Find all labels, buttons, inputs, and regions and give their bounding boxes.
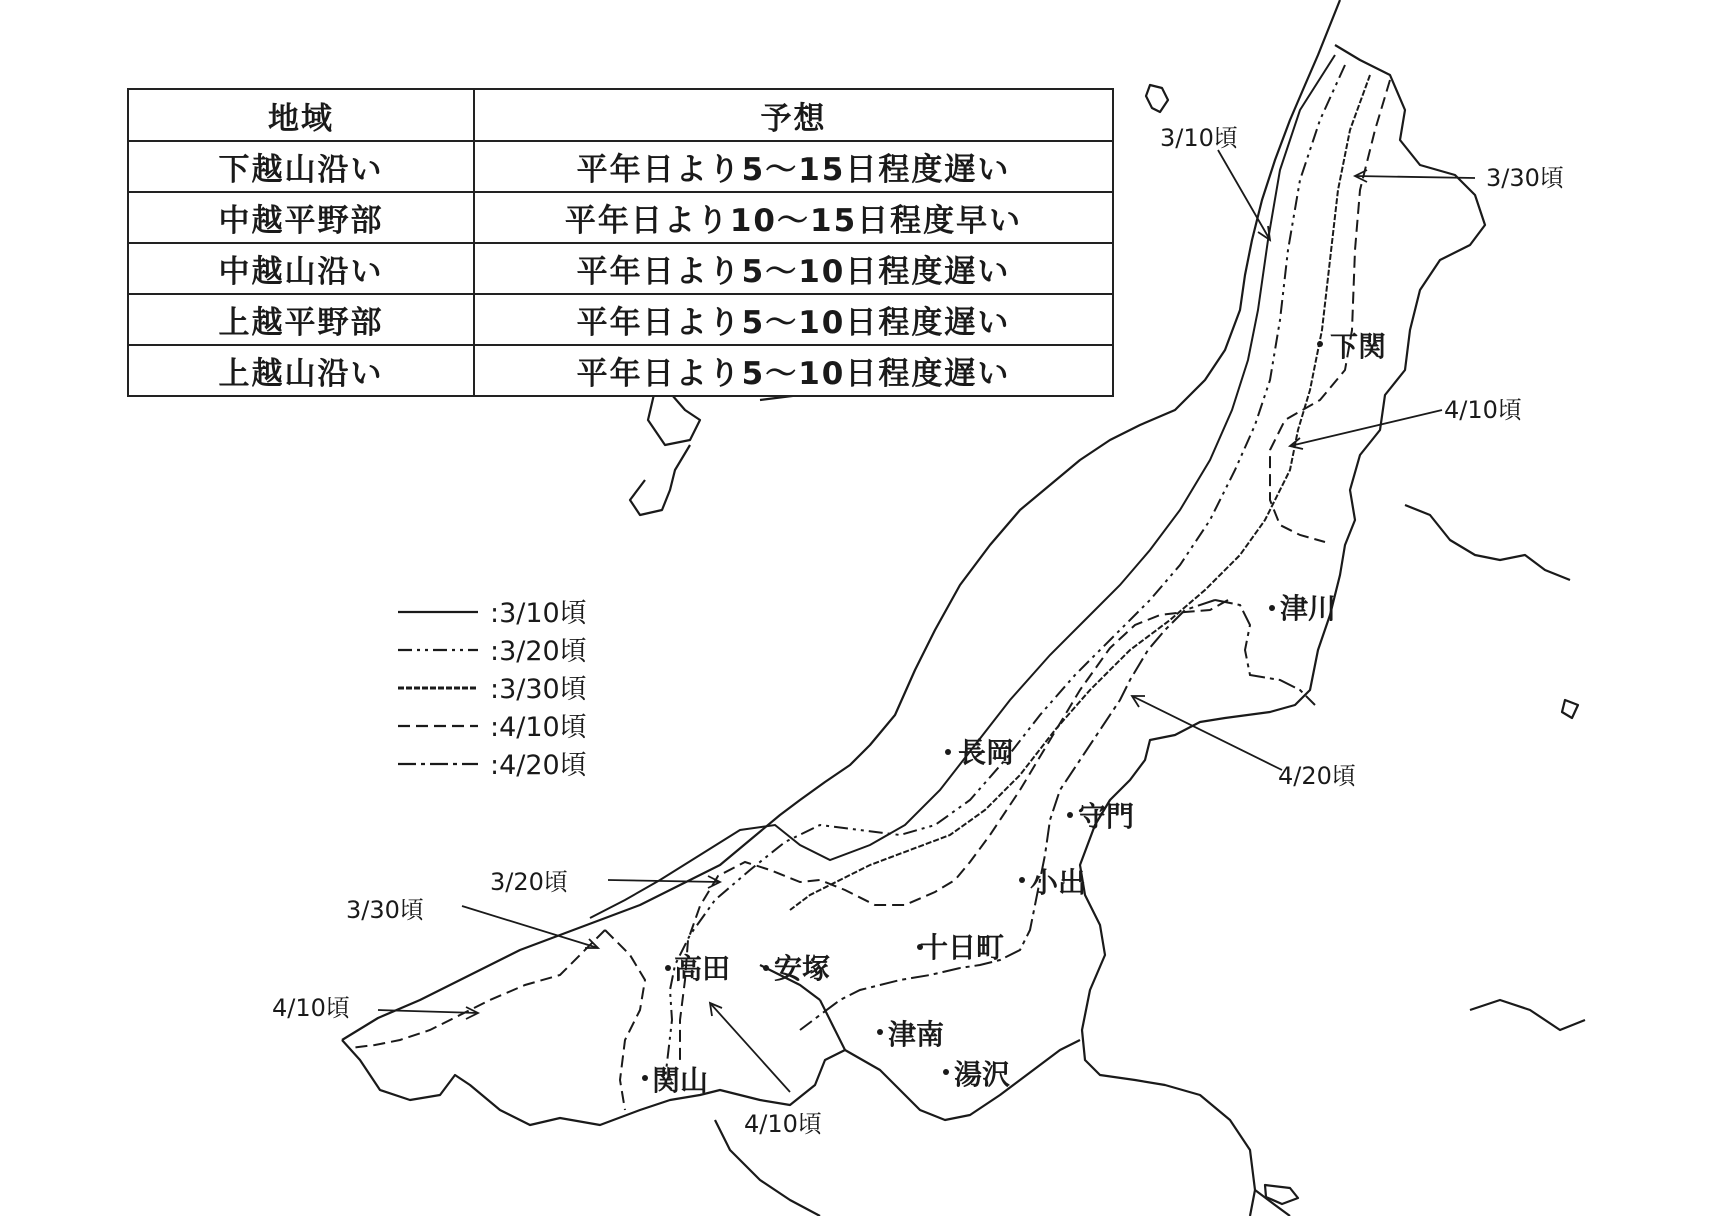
place-dot — [877, 1029, 883, 1035]
table-row — [128, 294, 1113, 345]
annotation-label: 3/30頃 — [1486, 164, 1564, 192]
place-nagaoka: 長岡 — [958, 736, 1015, 769]
place-koide: 小出 — [1030, 866, 1087, 899]
place-yuzawa: 湯沢 — [954, 1058, 1011, 1091]
place-dot — [1067, 812, 1073, 818]
legend-label: :3/30頃 — [490, 674, 587, 705]
header-forecast: 予想 — [474, 89, 1113, 141]
annotation-label: 3/20頃 — [490, 868, 568, 896]
annotation-label: 4/10頃 — [1444, 396, 1522, 424]
place-dot — [1019, 877, 1025, 883]
table-row — [128, 345, 1113, 396]
legend-label: :3/10頃 — [490, 598, 587, 629]
annotation-arrow — [710, 1003, 790, 1092]
forecast-cell: 平年日より10〜15日程度早い — [474, 192, 1113, 243]
islet — [1562, 700, 1578, 718]
place-dot — [1317, 341, 1323, 347]
place-shimonoseki: 下関 — [1330, 330, 1387, 363]
isoline-4-10 — [605, 930, 645, 1110]
place-dot — [1269, 605, 1275, 611]
table-row — [128, 243, 1113, 294]
place-dot — [642, 1075, 648, 1081]
annotation-arrow — [1218, 150, 1270, 240]
legend — [398, 612, 478, 764]
forecast-table — [127, 88, 1114, 397]
place-sekiyama: 関山 — [652, 1064, 709, 1097]
region-cell: 上越平野部 — [128, 294, 474, 345]
legend-label: :4/10頃 — [490, 712, 587, 743]
place-kamon: 守門 — [1078, 800, 1135, 833]
annotation-label: 3/30頃 — [346, 896, 424, 924]
isoline-4-10 — [1270, 80, 1390, 542]
prefecture-boundary — [820, 1000, 845, 1050]
place-dot — [763, 965, 769, 971]
annotation-label: 4/20頃 — [1278, 762, 1356, 790]
prefecture-boundary — [1470, 1000, 1585, 1030]
legend-label: :4/20頃 — [490, 750, 587, 781]
annotation-label: 4/10頃 — [272, 994, 350, 1022]
place-dot — [665, 965, 671, 971]
sado-island — [648, 390, 700, 445]
forecast-cell: 平年日より5〜15日程度遅い — [474, 141, 1113, 192]
annotation-arrow — [1290, 410, 1442, 446]
isoline-4-10 — [350, 930, 605, 1048]
annotation-arrow — [462, 906, 598, 948]
region-cell: 下越山沿い — [128, 141, 474, 192]
region-cell: 中越平野部 — [128, 192, 474, 243]
isoline-4-20 — [960, 600, 1215, 968]
forecast-cell: 平年日より5〜10日程度遅い — [474, 243, 1113, 294]
place-tokamachi: 十日町 — [920, 931, 1005, 964]
place-takada: 高田 — [674, 952, 731, 985]
table-row — [128, 141, 1113, 192]
sado-island — [630, 445, 690, 515]
annotation-label: 3/10頃 — [1160, 124, 1238, 152]
table-row — [128, 192, 1113, 243]
region-cell: 中越山沿い — [128, 243, 474, 294]
place-dot — [945, 749, 951, 755]
header-region: 地域 — [128, 89, 474, 141]
forecast-cell: 平年日より5〜10日程度遅い — [474, 345, 1113, 396]
awashima-island — [1146, 85, 1168, 112]
annotation-arrow — [1132, 696, 1282, 770]
prefecture-boundary — [1080, 45, 1485, 1216]
table-header-row — [128, 89, 1113, 141]
annotation-arrow — [608, 880, 720, 882]
legend-label: :3/20頃 — [490, 636, 587, 667]
region-cell: 上越山沿い — [128, 345, 474, 396]
place-tsugawa: 津川 — [1280, 592, 1337, 625]
prefecture-boundary — [1405, 505, 1570, 580]
place-tsunan: 津南 — [888, 1018, 945, 1051]
annotation-label: 4/10頃 — [744, 1110, 822, 1138]
place-yasuzuka: 安塚 — [774, 952, 831, 985]
place-dot — [943, 1069, 949, 1075]
forecast-cell: 平年日より5〜10日程度遅い — [474, 294, 1113, 345]
